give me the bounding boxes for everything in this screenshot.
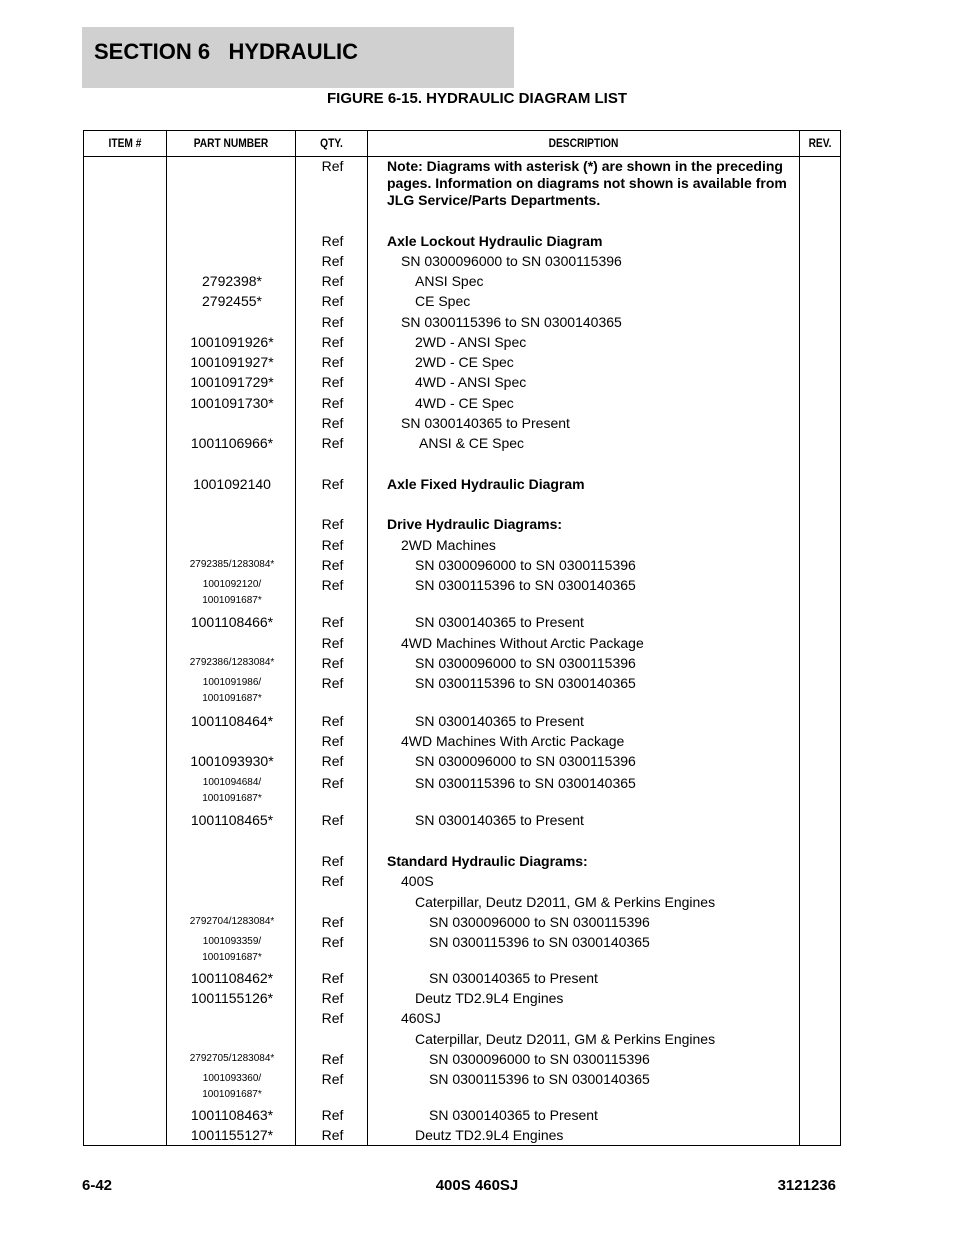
header-description: DESCRIPTION <box>548 136 619 150</box>
description-cell: 2WD - CE Spec <box>415 354 514 370</box>
part-number-cell: 2792704/1283084* <box>189 916 275 927</box>
description-cell: SN 0300140365 to Present <box>429 1107 598 1123</box>
description-cell: SN 0300140365 to Present <box>429 970 598 986</box>
qty-cell: Ref <box>321 516 344 532</box>
description-cell: 4WD - CE Spec <box>415 395 514 411</box>
qty-cell: Ref <box>321 415 344 431</box>
part-number-cell <box>168 934 296 966</box>
description-cell: SN 0300115396 to SN 0300140365 <box>415 775 636 791</box>
figure-title: FIGURE 6-15. HYDRAULIC DIAGRAM LIST <box>326 90 627 107</box>
part-number-line: 1001094684/ <box>202 777 262 788</box>
description-cell: 4WD Machines Without Arctic Package <box>401 635 644 651</box>
column-divider <box>166 131 167 1145</box>
part-number-cell <box>168 775 296 807</box>
model-label: 400S 460SJ <box>435 1177 519 1194</box>
description-cell: SN 0300115396 to SN 0300140365 <box>401 314 622 330</box>
qty-cell: Ref <box>321 537 344 553</box>
description-cell: Deutz TD2.9L4 Engines <box>415 990 564 1006</box>
description-cell: SN 0300096000 to SN 0300115396 <box>415 753 636 769</box>
part-number-line: 1001091986/ <box>202 677 262 688</box>
part-number-line: 1001091687* <box>202 595 262 606</box>
description-cell: SN 0300140365 to Present <box>415 812 584 828</box>
part-number-line: 1001091687* <box>202 793 262 804</box>
part-number-cell: 2792705/1283084* <box>189 1053 275 1064</box>
qty-cell: Ref <box>321 733 344 749</box>
qty-cell: Ref <box>321 812 344 828</box>
parts-table <box>83 130 841 1146</box>
part-number-line: 1001093360/ <box>202 1073 262 1084</box>
part-number-cell: 2792398* <box>202 273 262 289</box>
description-cell: SN 0300140365 to Present <box>415 614 584 630</box>
description-cell: SN 0300096000 to SN 0300115396 <box>401 253 622 269</box>
qty-cell: Ref <box>321 1127 344 1143</box>
part-number-cell: 1001091729* <box>190 374 274 390</box>
qty-cell: Ref <box>321 158 344 174</box>
qty-cell: Ref <box>321 334 344 350</box>
description-heading: Drive Hydraulic Diagrams: <box>387 516 563 532</box>
description-cell: 2WD Machines <box>401 537 496 553</box>
qty-cell: Ref <box>321 675 344 691</box>
part-number-cell: 1001108462* <box>190 970 274 986</box>
qty-cell: Ref <box>321 293 344 309</box>
qty-cell: Ref <box>321 990 344 1006</box>
qty-cell: Ref <box>321 753 344 769</box>
qty-cell: Ref <box>321 273 344 289</box>
part-number-cell: 1001108464* <box>190 713 274 729</box>
qty-cell: Ref <box>321 934 344 950</box>
qty-cell: Ref <box>321 655 344 671</box>
description-cell: SN 0300115396 to SN 0300140365 <box>429 934 650 950</box>
part-number-cell: 1001093930* <box>190 753 274 769</box>
header-divider <box>84 156 840 157</box>
qty-cell: Ref <box>321 614 344 630</box>
description-cell: Caterpillar, Deutz D2011, GM & Perkins Engines <box>415 894 716 910</box>
part-number-cell: 1001092140 <box>193 476 271 492</box>
section-title: SECTION 6 HYDRAULIC <box>94 39 359 64</box>
part-number-line: 1001093359/ <box>202 936 262 947</box>
part-number-cell <box>168 675 296 707</box>
part-number-line: 1001091687* <box>202 952 262 963</box>
qty-cell: Ref <box>321 1010 344 1026</box>
part-number-cell: 1001108465* <box>190 812 274 828</box>
description-cell: SN 0300115396 to SN 0300140365 <box>415 675 636 691</box>
description-cell: SN 0300096000 to SN 0300115396 <box>415 557 636 573</box>
description-heading: Axle Lockout Hydraulic Diagram <box>387 233 603 249</box>
description-heading: Axle Fixed Hydraulic Diagram <box>387 476 585 492</box>
header-qty: QTY. <box>320 136 343 150</box>
qty-cell: Ref <box>321 395 344 411</box>
qty-cell: Ref <box>321 374 344 390</box>
qty-cell: Ref <box>321 233 344 249</box>
qty-cell: Ref <box>321 354 344 370</box>
description-cell: SN 0300140365 to Present <box>415 713 584 729</box>
part-number-cell: 1001155127* <box>190 1127 274 1143</box>
part-number-cell: 1001108466* <box>190 614 274 630</box>
part-number-cell <box>168 1071 296 1103</box>
qty-cell: Ref <box>321 635 344 651</box>
description-cell: 460SJ <box>401 1010 441 1026</box>
qty-cell: Ref <box>321 713 344 729</box>
part-number-cell: 2792455* <box>202 293 262 309</box>
part-number-cell: 1001155126* <box>190 990 274 1006</box>
description-cell: 2WD - ANSI Spec <box>415 334 527 350</box>
section-header <box>82 27 514 88</box>
part-number-cell: 1001091730* <box>190 395 274 411</box>
part-number-cell: 1001091926* <box>190 334 274 350</box>
description-cell: SN 0300096000 to SN 0300115396 <box>429 1051 650 1067</box>
part-number-line: 1001091687* <box>202 693 262 704</box>
description-cell: SN 0300115396 to SN 0300140365 <box>429 1071 650 1087</box>
header-item: ITEM # <box>108 136 142 150</box>
qty-cell: Ref <box>321 970 344 986</box>
header-part-number: PART NUMBER <box>193 136 269 150</box>
qty-cell: Ref <box>321 476 344 492</box>
qty-cell: Ref <box>321 1051 344 1067</box>
part-number-cell: 1001108463* <box>190 1107 274 1123</box>
description-cell: ANSI & CE Spec <box>419 435 525 451</box>
part-number-cell: 2792386/1283084* <box>189 657 275 668</box>
part-number-cell: 1001106966* <box>190 435 274 451</box>
description-cell: SN 0300115396 to SN 0300140365 <box>415 577 636 593</box>
document-number: 3121236 <box>777 1177 836 1194</box>
qty-cell: Ref <box>321 557 344 573</box>
qty-cell: Ref <box>321 1071 344 1087</box>
description-cell: ANSI Spec <box>415 273 484 289</box>
description-cell: SN 0300140365 to Present <box>401 415 570 431</box>
qty-cell: Ref <box>321 873 344 889</box>
description-heading: Standard Hydraulic Diagrams: <box>387 853 588 869</box>
qty-cell: Ref <box>321 435 344 451</box>
page-number: 6-42 <box>82 1177 113 1194</box>
qty-cell: Ref <box>321 775 344 791</box>
qty-cell: Ref <box>321 914 344 930</box>
note-text: Note: Diagrams with asterisk (*) are shown in the preceding pages. Information on diagrams not shown is available from JLG Service/Parts Departments. <box>387 158 787 208</box>
description-cell: 4WD Machines With Arctic Package <box>401 733 625 749</box>
qty-cell: Ref <box>321 1107 344 1123</box>
description-cell: Deutz TD2.9L4 Engines <box>415 1127 564 1143</box>
part-number-cell: 1001091927* <box>190 354 274 370</box>
qty-cell: Ref <box>321 577 344 593</box>
part-number-cell <box>168 577 296 609</box>
part-number-line: 1001092120/ <box>202 579 262 590</box>
header-rev: REV. <box>808 136 832 150</box>
qty-cell: Ref <box>321 853 344 869</box>
description-cell: SN 0300096000 to SN 0300115396 <box>415 655 636 671</box>
description-cell: CE Spec <box>415 293 471 309</box>
part-number-line: 1001091687* <box>202 1089 262 1100</box>
description-cell: 4WD - ANSI Spec <box>415 374 527 390</box>
description-cell: SN 0300096000 to SN 0300115396 <box>429 914 650 930</box>
qty-cell: Ref <box>321 253 344 269</box>
part-number-cell: 2792385/1283084* <box>189 559 275 570</box>
qty-cell: Ref <box>321 314 344 330</box>
description-cell: 400S <box>401 873 434 889</box>
description-cell: Caterpillar, Deutz D2011, GM & Perkins Engines <box>415 1031 716 1047</box>
